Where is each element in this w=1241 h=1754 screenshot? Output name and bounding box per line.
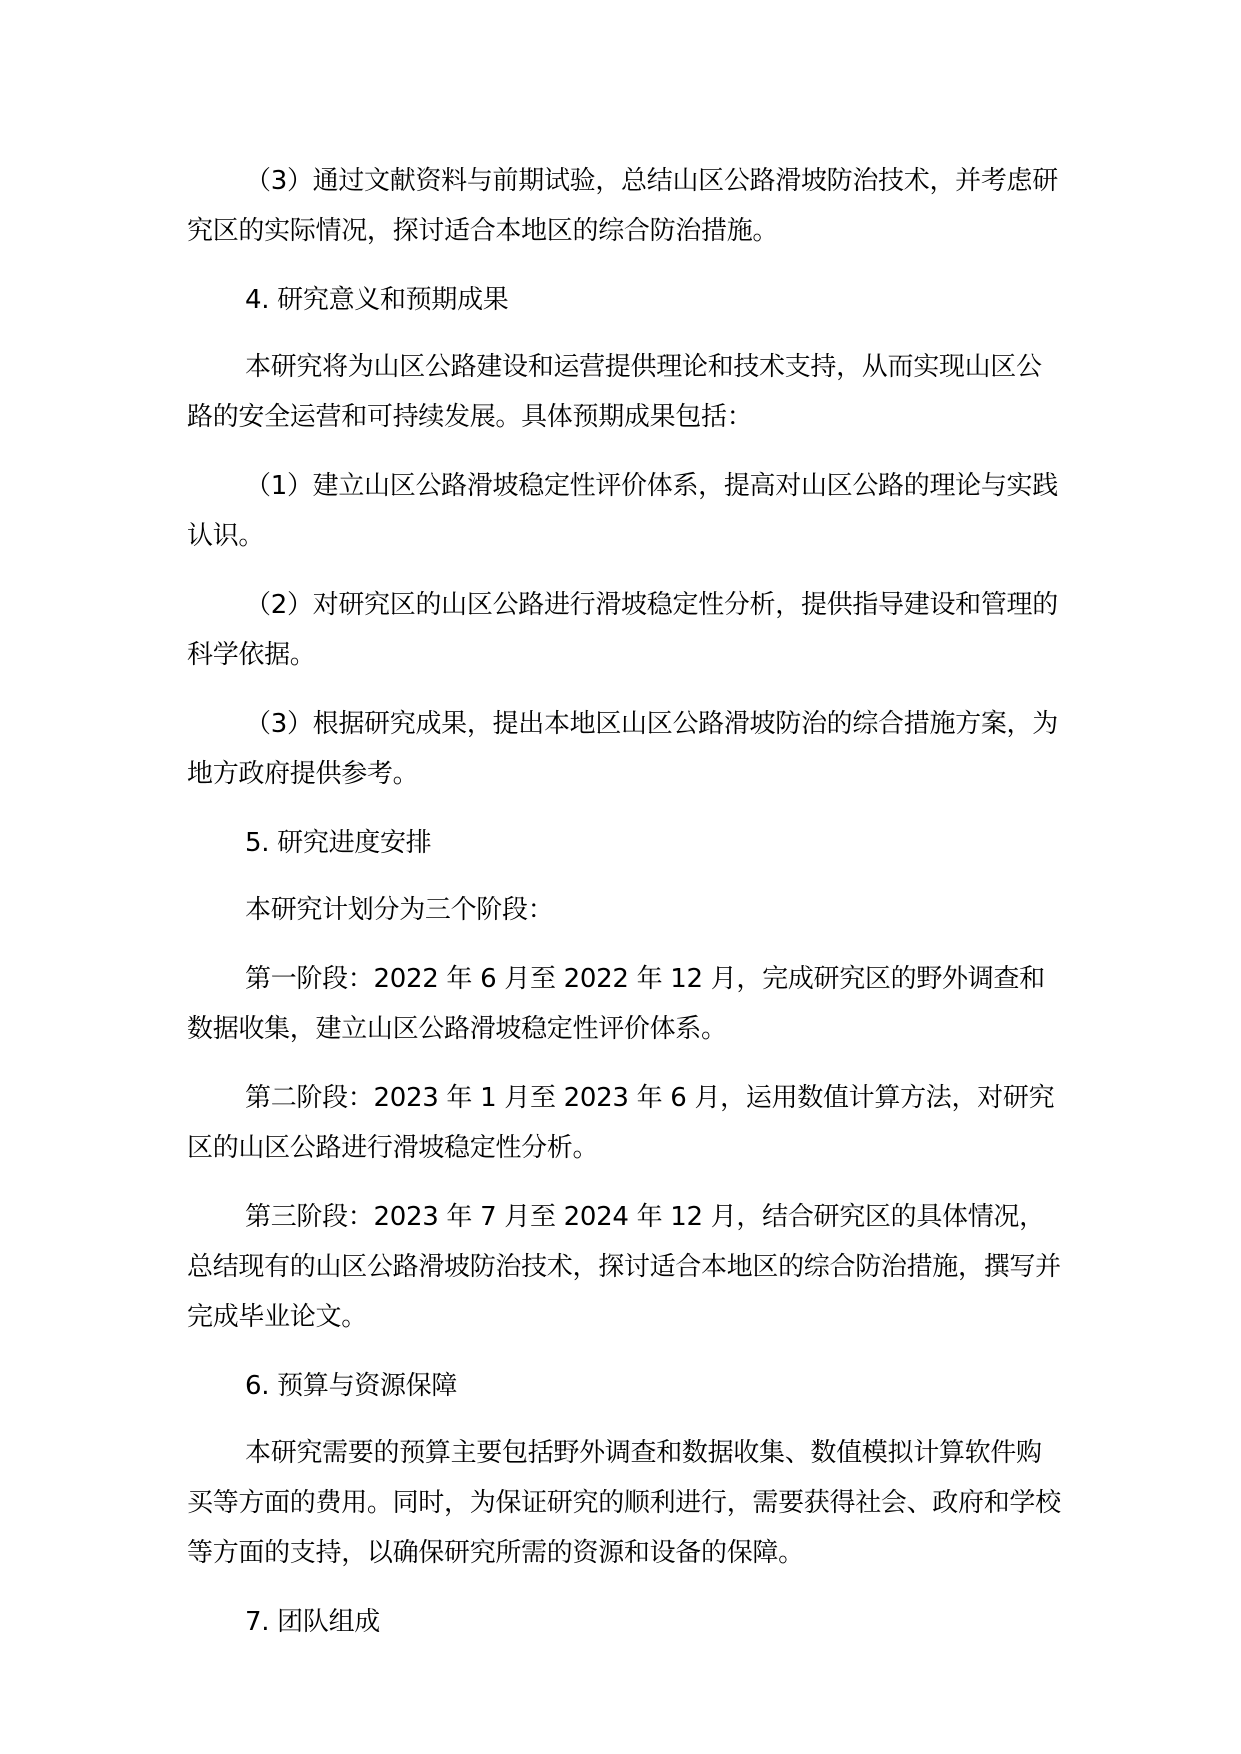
paragraph-outcome-1: （1）建立山区公路滑坡稳定性评价体系，提高对山区公路的理论与实践认识。 bbox=[187, 471, 1058, 551]
paragraph-stage-2: 第二阶段：2023 年 1 月至 2023 年 6 月，运用数值计算方法，对研究区的山区公路进行滑坡稳定性分析。 bbox=[187, 1083, 1055, 1163]
paragraph-outcome-3: （3）根据研究成果，提出本地区山区公路滑坡防治的综合措施方案，为地方政府提供参考。 bbox=[187, 709, 1058, 789]
section-heading-4: 4. 研究意义和预期成果 bbox=[245, 285, 509, 315]
paragraph-budget: 本研究需要的预算主要包括野外调查和数据收集、数值模拟计算软件购买等方面的费用。同时，为保证研究的顺利进行，需要获得社会、政府和学校等方面的支持，以确保研究所需的资源和设备的保障。 bbox=[187, 1438, 1061, 1568]
section-heading-6: 6. 预算与资源保障 bbox=[245, 1371, 458, 1401]
paragraph-schedule-intro: 本研究计划分为三个阶段： bbox=[245, 895, 554, 925]
section-heading-5: 5. 研究进度安排 bbox=[245, 828, 432, 858]
paragraph-stage-1: 第一阶段：2022 年 6 月至 2022 年 12 月，完成研究区的野外调查和数据收集，建立山区公路滑坡稳定性评价体系。 bbox=[187, 964, 1045, 1044]
document-body bbox=[187, 156, 1067, 1664]
section-heading-7: 7. 团队组成 bbox=[245, 1607, 380, 1637]
paragraph-stage-3: 第三阶段：2023 年 7 月至 2024 年 12 月，结合研究区的具体情况，总结现有的山区公路滑坡防治技术，探讨适合本地区的综合防治措施，撰写并完成毕业论文。 bbox=[187, 1202, 1061, 1332]
paragraph-measures-3: （3）通过文献资料与前期试验，总结山区公路滑坡防治技术，并考虑研究区的实际情况，探讨适合本地区的综合防治措施。 bbox=[187, 166, 1058, 246]
paragraph-significance: 本研究将为山区公路建设和运营提供理论和技术支持，从而实现山区公路的安全运营和可持续发展。具体预期成果包括： bbox=[187, 352, 1042, 432]
paragraph-outcome-2: （2）对研究区的山区公路进行滑坡稳定性分析，提供指导建设和管理的科学依据。 bbox=[187, 590, 1058, 670]
